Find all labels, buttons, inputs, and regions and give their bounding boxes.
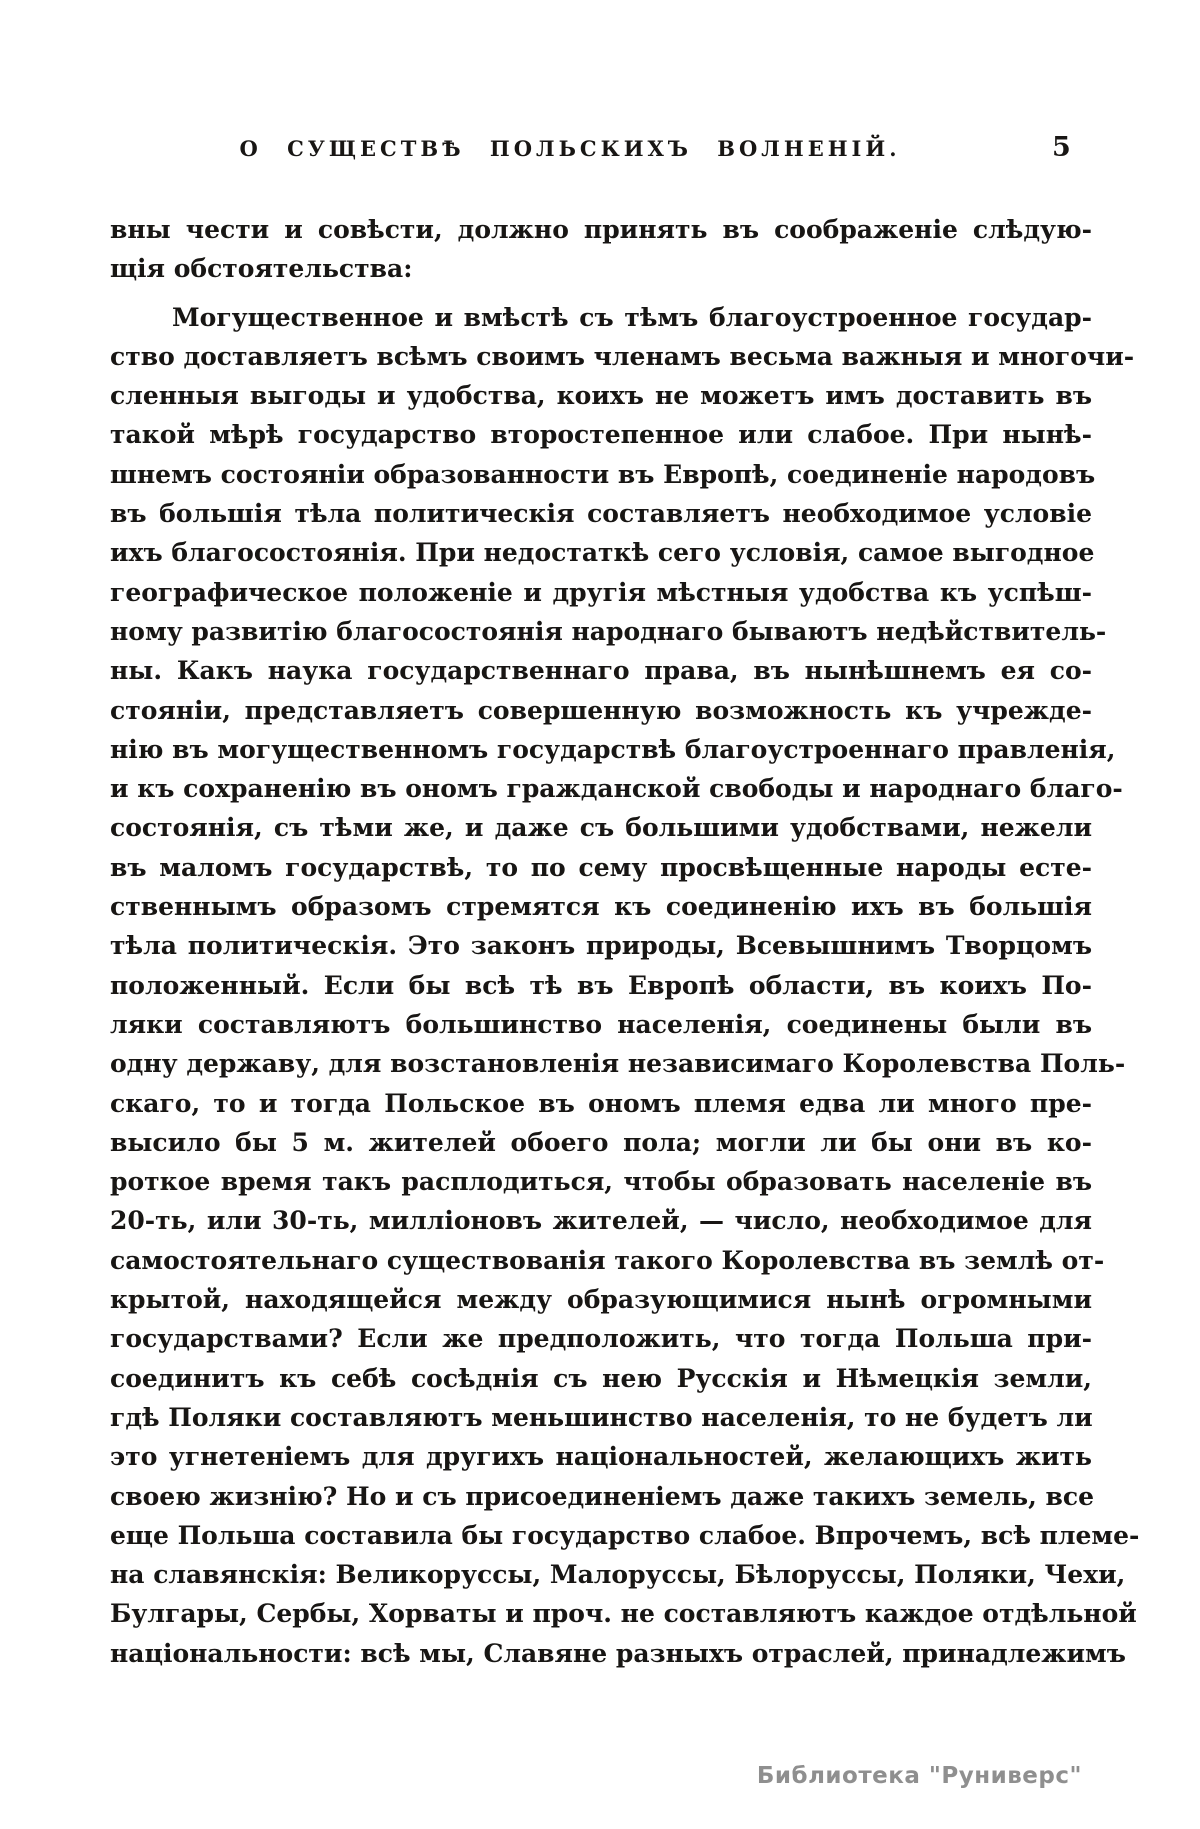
text-line: ственнымъ образомъ стремятся къ соединенію ихъ въ большія	[110, 892, 1092, 922]
paragraph	[110, 298, 1140, 1673]
library-watermark: Библиотека "Руниверс"	[756, 1763, 1082, 1789]
text-line: 20-ть, или 30-ть, милліоновъ жителей, — число, необходимое для	[110, 1206, 1092, 1236]
text-line: географическое положеніе и другія мѣстныя удобства къ успѣш-	[110, 577, 1092, 607]
text-line: это угнетеніемъ для другихъ національностей, желающихъ жить	[110, 1442, 1092, 1472]
text-line: стояніи, представляетъ совершенную возможность къ учрежде-	[110, 695, 1092, 725]
text-line: высило бы 5 м. жителей обоего пола; могли ли бы они въ ко-	[110, 1127, 1092, 1157]
text-line: національности: всѣ мы, Славяне разныхъ отраслей, принадлежимъ	[110, 1638, 1126, 1668]
text-line: Булгары, Сербы, Хорваты и проч. не составляютъ каждое отдѣльной	[110, 1599, 1137, 1629]
running-header-title: О СУЩЕСТВѢ ПОЛЬСКИХЪ ВОЛНЕНІЙ.	[239, 136, 901, 161]
text-line: соединитъ къ себѣ сосѣднія съ нею Русскія и Нѣмецкія земли,	[110, 1363, 1092, 1393]
page-number: 5	[1052, 132, 1071, 163]
text-line: роткое время такъ расплодиться, чтобы образовать населеніе въ	[110, 1167, 1092, 1197]
text-line: ному развитію благосостоянія народнаго бываютъ недѣйствитель-	[110, 616, 1107, 646]
paragraph	[110, 210, 1092, 289]
text-line: одну державу, для возстановленія независимаго Королевства Поль-	[110, 1049, 1126, 1079]
text-line: такой мѣрѣ государство второстепенное или слабое. При нынѣ-	[110, 420, 1092, 450]
text-line: ляки составляютъ большинство населенія, соединены были въ	[110, 1009, 1092, 1039]
text-line: самостоятельнаго существованія такого Королевства въ землѣ от-	[110, 1245, 1105, 1275]
text-line: въ маломъ государствѣ, то по сему просвѣщенные народы есте-	[110, 852, 1092, 882]
text-line: ны. Какъ наука государственнаго права, въ нынѣшнемъ ея со-	[110, 656, 1092, 686]
text-line: еще Польша составила бы государство слабое. Впрочемъ, всѣ племе-	[110, 1520, 1140, 1550]
text-line: нію въ могущественномъ государствѣ благоустроеннаго правленія,	[110, 734, 1116, 764]
text-line: тѣла политическія. Это законъ природы, Всевышнимъ Творцомъ	[110, 931, 1092, 961]
body-text	[110, 210, 1140, 1673]
text-line: ихъ благосостоянія. При недостаткѣ сего условія, самое выгодное	[110, 538, 1095, 568]
text-line: шнемъ состояніи образованности въ Европѣ, соединеніе народовъ	[110, 459, 1096, 489]
text-line: крытой, находящейся между образующимися нынѣ огромными	[110, 1285, 1092, 1315]
text-line: Могущественное и вмѣстѣ съ тѣмъ благоустроенное государ-	[172, 302, 1092, 332]
text-line: положенный. Если бы всѣ тѣ въ Европѣ области, въ коихъ По-	[110, 970, 1092, 1000]
text-line: ство доставляетъ всѣмъ своимъ членамъ весьма важныя и многочи-	[110, 341, 1135, 371]
text-line: состоянія, съ тѣми же, и даже съ большими удобствами, нежели	[110, 813, 1092, 843]
text-line: своею жизнію? Но и съ присоединеніемъ даже такихъ земель, все	[110, 1481, 1094, 1511]
text-line: вны чести и совѣсти, должно принять въ соображеніе слѣдую-	[110, 215, 1092, 244]
text-line: скаго, то и тогда Польское въ ономъ племя едва ли много пре-	[110, 1088, 1092, 1118]
text-line: на славянскія: Великоруссы, Малоруссы, Бѣлоруссы, Поляки, Чехи,	[110, 1560, 1126, 1590]
text-line: сленныя выгоды и удобства, коихъ не можетъ имъ доставить въ	[110, 381, 1092, 411]
text-line: и къ сохраненію въ ономъ гражданской свободы и народнаго благо-	[110, 774, 1123, 804]
text-line: въ большія тѣла политическія составляетъ необходимое условіе	[110, 499, 1092, 529]
text-line: гдѣ Поляки составляютъ меньшинство населенія, то не будетъ ли	[110, 1402, 1093, 1432]
text-line: государствами? Если же предположить, что тогда Польша при-	[110, 1324, 1092, 1354]
text-line: щія обстоятельства:	[110, 254, 413, 284]
